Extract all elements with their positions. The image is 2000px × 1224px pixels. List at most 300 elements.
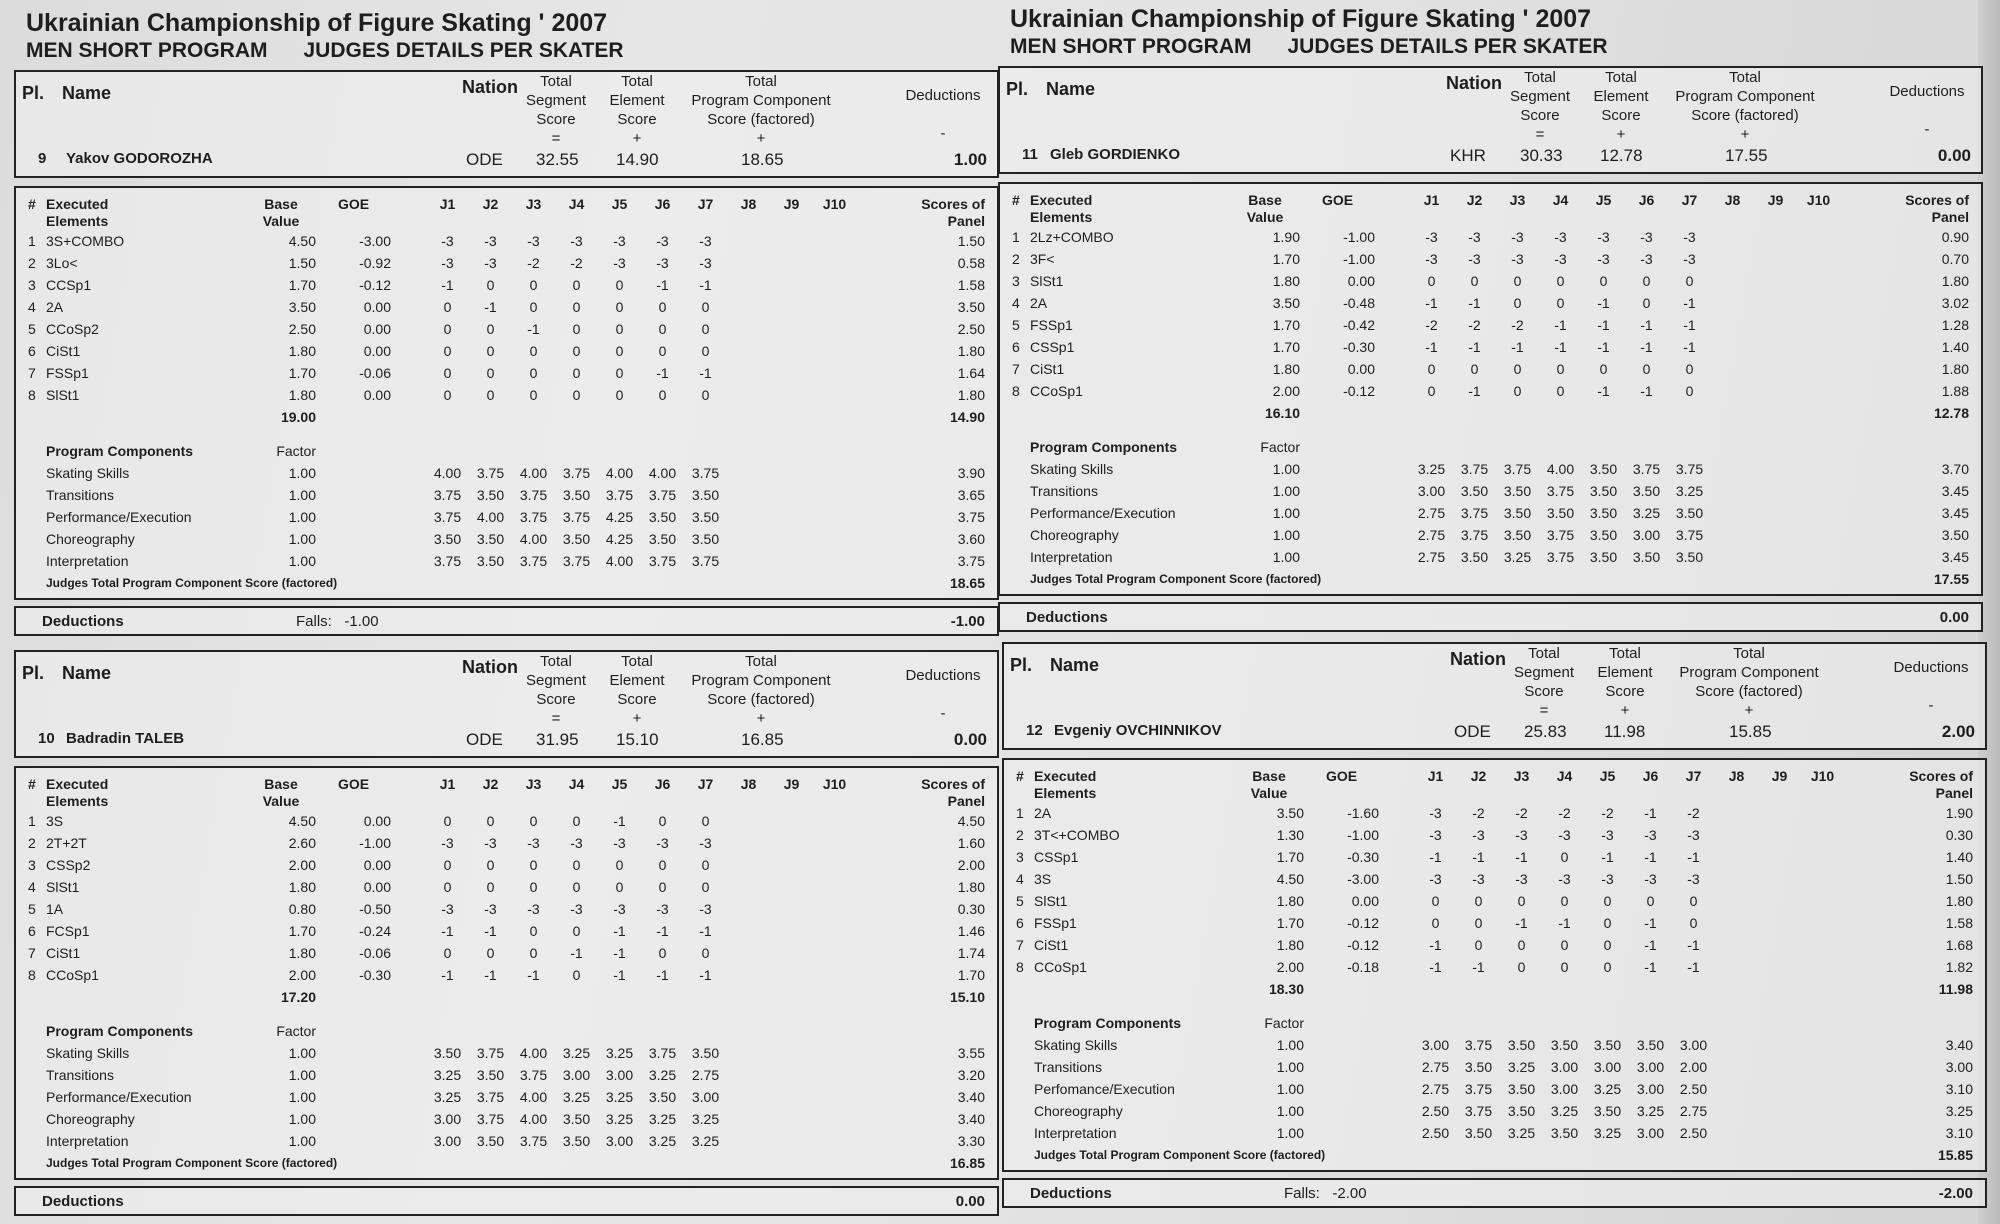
element-panel-score: 4.50 bbox=[957, 813, 985, 829]
element-base-value: 2.00 bbox=[1272, 383, 1300, 399]
skater-summary bbox=[1002, 642, 1987, 750]
judge-goe-j4: -3 bbox=[1558, 827, 1571, 843]
element-name: CiSt1 bbox=[46, 945, 81, 961]
element-row bbox=[1012, 314, 1969, 336]
col-elements: Executed Elements bbox=[1034, 768, 1097, 801]
element-panel-score: 1.80 bbox=[1945, 893, 1973, 909]
judge-goe-j7: 0 bbox=[701, 387, 710, 403]
judge-mark-j10 bbox=[1801, 1034, 1844, 1056]
element-base-value: 1.70 bbox=[288, 365, 316, 381]
judge-goe-j10 bbox=[1801, 846, 1844, 868]
judge-goe-j2: 0 bbox=[486, 945, 495, 961]
judge-goe-j6: -1 bbox=[1640, 317, 1653, 333]
judge-goe-j6: -3 bbox=[656, 233, 669, 249]
judge-goe-j5: 0 bbox=[615, 321, 624, 337]
judge-mark-j9 bbox=[770, 550, 813, 572]
tss-label: Total Segment Score = bbox=[1513, 645, 1575, 719]
deduction-total: 0.00 bbox=[1939, 609, 1969, 626]
judge-goe-j9 bbox=[1758, 912, 1801, 934]
judge-goe-j9 bbox=[770, 230, 813, 252]
judge-goe-j10 bbox=[1797, 336, 1840, 358]
judge-mark-j4: 3.00 bbox=[562, 1067, 591, 1083]
base-value-total: 16.10 bbox=[1264, 405, 1300, 421]
component-row bbox=[28, 550, 985, 572]
judge-goe-j5: -1 bbox=[1601, 849, 1614, 865]
tss-label: Total Segment Score = bbox=[525, 653, 587, 727]
spacer bbox=[1016, 1034, 1034, 1056]
judge-mark-j10 bbox=[1801, 1122, 1844, 1144]
component-row bbox=[1016, 1078, 1973, 1100]
judge-goe-j10 bbox=[813, 296, 856, 318]
col-j7: J7 bbox=[697, 776, 714, 792]
report-name: JUDGES DETAILS PER SKATER bbox=[1287, 35, 1608, 58]
element-panel-score: 1.58 bbox=[1945, 915, 1973, 931]
spacer bbox=[1389, 824, 1414, 846]
pcs-total-value: 18.65 bbox=[949, 575, 985, 591]
component-row bbox=[28, 1130, 985, 1152]
spacer bbox=[1385, 226, 1410, 248]
component-factor: 1.00 bbox=[288, 553, 316, 569]
judge-goe-j6: -3 bbox=[1640, 229, 1653, 245]
judge-goe-j8 bbox=[1711, 314, 1754, 336]
judge-mark-j7: 2.50 bbox=[1679, 1125, 1708, 1141]
judge-goe-j7: -3 bbox=[699, 901, 712, 917]
col-j1: J1 bbox=[439, 776, 456, 792]
judge-goe-j8 bbox=[1711, 380, 1754, 402]
judge-goe-j6: 0 bbox=[658, 299, 667, 315]
element-name: 2A bbox=[1030, 295, 1048, 311]
judge-goe-j7: 0 bbox=[1685, 383, 1694, 399]
element-panel-score: 0.30 bbox=[1945, 827, 1973, 843]
element-number: 3 bbox=[1016, 849, 1024, 865]
skater-rank: 9 bbox=[38, 150, 47, 167]
judge-goe-j5: -3 bbox=[613, 233, 626, 249]
judge-goe-j9 bbox=[1754, 248, 1797, 270]
skater-name: Gleb GORDIENKO bbox=[1050, 146, 1181, 163]
col-j5: J5 bbox=[611, 776, 628, 792]
judge-goe-j5: -3 bbox=[613, 901, 626, 917]
judge-mark-j4: 3.75 bbox=[1546, 549, 1575, 565]
skater-name: Yakov GODOROZHA bbox=[66, 150, 213, 167]
judge-goe-j5: -3 bbox=[613, 835, 626, 851]
judge-goe-j10 bbox=[813, 252, 856, 274]
judge-goe-j6: -3 bbox=[656, 835, 669, 851]
spacer bbox=[1385, 480, 1410, 502]
judge-goe-j7: -1 bbox=[699, 967, 712, 983]
judge-goe-j10 bbox=[1801, 802, 1844, 824]
judge-goe-j4: 0 bbox=[572, 879, 581, 895]
judge-goe-j9 bbox=[770, 362, 813, 384]
judge-mark-j3: 3.75 bbox=[519, 1133, 548, 1149]
judge-goe-j9 bbox=[770, 942, 813, 964]
judge-goe-j1: -3 bbox=[1429, 871, 1442, 887]
falls-deduction: Falls: -2.00 bbox=[1284, 1185, 1367, 1202]
judge-mark-j3: 3.75 bbox=[519, 509, 548, 525]
col-j4: J4 bbox=[568, 776, 585, 792]
component-panel-score: 3.75 bbox=[957, 553, 985, 569]
judge-goe-j10 bbox=[813, 898, 856, 920]
component-name: Transitions bbox=[46, 487, 114, 503]
judge-mark-j2: 3.50 bbox=[1460, 483, 1489, 499]
judge-mark-j7: 3.50 bbox=[691, 487, 720, 503]
judge-mark-j4: 3.50 bbox=[562, 487, 591, 503]
element-number: 1 bbox=[28, 813, 36, 829]
spacer bbox=[401, 1042, 426, 1064]
judge-goe-j10 bbox=[1801, 934, 1844, 956]
judge-mark-j3: 3.75 bbox=[519, 553, 548, 569]
judge-mark-j3: 3.75 bbox=[519, 487, 548, 503]
place-label: Pl. bbox=[1010, 655, 1033, 675]
judge-goe-j8 bbox=[727, 964, 770, 986]
judge-goe-j10 bbox=[813, 964, 856, 986]
judge-goe-j7: -1 bbox=[1687, 849, 1700, 865]
col-j10: J10 bbox=[822, 776, 847, 792]
judge-goe-j3: 0 bbox=[529, 299, 538, 315]
judge-goe-j5: -3 bbox=[613, 255, 626, 271]
spacer bbox=[1300, 458, 1385, 480]
spacer bbox=[28, 462, 46, 484]
spacer bbox=[1385, 502, 1410, 524]
element-name: 1A bbox=[46, 901, 64, 917]
judge-mark-j1: 3.00 bbox=[433, 1111, 462, 1127]
judge-goe-j8 bbox=[1715, 934, 1758, 956]
judge-mark-j10 bbox=[1801, 1100, 1844, 1122]
judge-goe-j3: -3 bbox=[1515, 827, 1528, 843]
judge-goe-j6: -3 bbox=[656, 255, 669, 271]
judges-total-pcs-label: Judges Total Program Component Score (factored) bbox=[1030, 572, 1322, 586]
element-goe: -1.00 bbox=[1343, 251, 1375, 267]
judge-mark-j9 bbox=[1758, 1078, 1801, 1100]
judge-goe-j4: 0 bbox=[572, 967, 581, 983]
judge-goe-j6: 0 bbox=[1642, 361, 1651, 377]
judge-goe-j10 bbox=[1801, 824, 1844, 846]
judge-goe-j4: -1 bbox=[1558, 915, 1571, 931]
element-number: 2 bbox=[28, 255, 36, 271]
judge-goe-j8 bbox=[727, 854, 770, 876]
judge-goe-j9 bbox=[770, 898, 813, 920]
component-row bbox=[1012, 480, 1969, 502]
judge-goe-j9 bbox=[1758, 890, 1801, 912]
elements-total-row bbox=[1016, 978, 1973, 1000]
judge-mark-j9 bbox=[770, 484, 813, 506]
spacer bbox=[1385, 358, 1410, 380]
judge-goe-j1: 0 bbox=[443, 387, 452, 403]
element-name: 2Lz+COMBO bbox=[1030, 229, 1114, 245]
col-goe: GOE bbox=[337, 776, 370, 792]
judge-goe-j5: 0 bbox=[1603, 937, 1612, 953]
judge-mark-j7: 3.25 bbox=[691, 1133, 720, 1149]
judge-mark-j6: 4.00 bbox=[648, 465, 677, 481]
deductions-label-bottom: Deductions bbox=[1026, 609, 1108, 626]
judge-goe-j2: 0 bbox=[486, 387, 495, 403]
element-base-value: 2.00 bbox=[1276, 959, 1304, 975]
spacer bbox=[401, 274, 426, 296]
judge-goe-j10 bbox=[813, 854, 856, 876]
total-segment-score: 30.33 bbox=[1520, 146, 1563, 165]
judge-goe-j5: -1 bbox=[1597, 317, 1610, 333]
judge-goe-j3: 0 bbox=[529, 857, 538, 873]
component-factor: 1.00 bbox=[288, 465, 316, 481]
judge-goe-j4: 0 bbox=[572, 857, 581, 873]
judges-total-pcs-label: Judges Total Program Component Score (factored) bbox=[1034, 1148, 1326, 1162]
element-number: 8 bbox=[28, 967, 36, 983]
component-panel-score: 3.10 bbox=[1945, 1125, 1973, 1141]
judge-goe-j3: -1 bbox=[1515, 915, 1528, 931]
judge-goe-j8 bbox=[1711, 292, 1754, 314]
spacer bbox=[1304, 1078, 1389, 1100]
judge-mark-j9 bbox=[770, 1086, 813, 1108]
judge-goe-j7: -3 bbox=[1687, 871, 1700, 887]
judge-mark-j3: 3.25 bbox=[1507, 1125, 1536, 1141]
spacer bbox=[1389, 868, 1414, 890]
element-base-value: 4.50 bbox=[288, 813, 316, 829]
program-components-label: Program Components bbox=[1030, 439, 1178, 455]
judge-goe-j6: -1 bbox=[656, 967, 669, 983]
judge-mark-j10 bbox=[813, 1130, 856, 1152]
spacer bbox=[401, 252, 426, 274]
judge-goe-j8 bbox=[1711, 226, 1754, 248]
tes-label: Total Element Score + bbox=[1593, 69, 1649, 143]
pcs-total-row bbox=[28, 572, 985, 594]
judge-mark-j9 bbox=[770, 528, 813, 550]
component-name: Interpretation bbox=[46, 1133, 129, 1149]
judge-goe-j9 bbox=[770, 832, 813, 854]
deduction-total: 0.00 bbox=[955, 1193, 985, 1210]
judge-mark-j6: 3.50 bbox=[1636, 1037, 1665, 1053]
judge-goe-j8 bbox=[727, 898, 770, 920]
component-name: Performance/Execution bbox=[1030, 505, 1176, 521]
element-row bbox=[1012, 358, 1969, 380]
component-row bbox=[1012, 458, 1969, 480]
spacer bbox=[401, 1086, 426, 1108]
name-label: Name bbox=[62, 663, 112, 683]
judge-goe-j1: 0 bbox=[443, 343, 452, 359]
element-number: 7 bbox=[28, 945, 36, 961]
judge-mark-j9 bbox=[1758, 1100, 1801, 1122]
col-num: # bbox=[28, 196, 36, 212]
element-name: SlSt1 bbox=[46, 879, 80, 895]
judge-goe-j4: -1 bbox=[1554, 339, 1567, 355]
judge-goe-j9 bbox=[1758, 868, 1801, 890]
spacer bbox=[1389, 1122, 1414, 1144]
element-row bbox=[28, 296, 985, 318]
tss-label: Total Segment Score = bbox=[1509, 69, 1571, 143]
judge-mark-j8 bbox=[727, 1130, 770, 1152]
component-name: Interpretation bbox=[1034, 1125, 1117, 1141]
judge-goe-j2: 0 bbox=[486, 321, 495, 337]
judge-goe-j5: -1 bbox=[613, 923, 626, 939]
element-number: 1 bbox=[1016, 805, 1024, 821]
pcs-total-value: 17.55 bbox=[1933, 571, 1969, 587]
spacer bbox=[401, 854, 426, 876]
judge-goe-j1: 0 bbox=[1427, 273, 1436, 289]
element-name: 2A bbox=[1034, 805, 1052, 821]
judge-goe-j8 bbox=[727, 942, 770, 964]
skater-summary bbox=[14, 650, 999, 758]
judge-mark-j2: 3.50 bbox=[476, 553, 505, 569]
judge-mark-j2: 3.50 bbox=[476, 487, 505, 503]
judge-mark-j1: 2.75 bbox=[1421, 1081, 1450, 1097]
judge-goe-j6: 0 bbox=[658, 813, 667, 829]
judge-goe-j1: 0 bbox=[1427, 383, 1436, 399]
judge-mark-j7: 3.75 bbox=[691, 553, 720, 569]
judge-mark-j9 bbox=[1754, 458, 1797, 480]
element-goe: 0.00 bbox=[363, 321, 391, 337]
element-panel-score: 1.40 bbox=[1945, 849, 1973, 865]
element-goe: -0.92 bbox=[359, 255, 391, 271]
judge-goe-j2: -3 bbox=[1468, 229, 1481, 245]
judge-goe-j3: 0 bbox=[529, 879, 538, 895]
judge-mark-j1: 3.50 bbox=[433, 1045, 462, 1061]
spacer bbox=[28, 1042, 46, 1064]
element-row bbox=[28, 898, 985, 920]
judge-goe-j10 bbox=[813, 832, 856, 854]
judge-goe-j4: -3 bbox=[570, 233, 583, 249]
name-label: Name bbox=[62, 83, 112, 103]
element-name: 3Lo< bbox=[46, 255, 78, 271]
spacer bbox=[401, 506, 426, 528]
skater-nation: ODE bbox=[466, 730, 503, 749]
total-program-component-score: 15.85 bbox=[1729, 722, 1772, 741]
judge-goe-j3: -3 bbox=[1511, 251, 1524, 267]
judge-goe-j8 bbox=[727, 920, 770, 942]
col-j2: J2 bbox=[1470, 768, 1487, 784]
judge-goe-j2: 0 bbox=[1470, 361, 1479, 377]
element-panel-score: 1.46 bbox=[957, 923, 985, 939]
component-name: Perfomance/Execution bbox=[1034, 1081, 1175, 1097]
judge-goe-j2: -2 bbox=[1468, 317, 1481, 333]
judge-goe-j10 bbox=[1797, 358, 1840, 380]
judge-goe-j6: -1 bbox=[1644, 849, 1657, 865]
judge-mark-j1: 3.25 bbox=[1417, 461, 1446, 477]
judge-mark-j10 bbox=[813, 1064, 856, 1086]
judge-goe-j1: 0 bbox=[443, 365, 452, 381]
judge-mark-j6: 3.00 bbox=[1636, 1125, 1665, 1141]
judge-mark-j5: 3.25 bbox=[605, 1045, 634, 1061]
judge-mark-j2: 3.75 bbox=[1464, 1103, 1493, 1119]
spacer bbox=[1300, 502, 1385, 524]
element-goe: 0.00 bbox=[1347, 361, 1375, 377]
judge-goe-j2: 0 bbox=[486, 365, 495, 381]
col-num: # bbox=[1016, 768, 1024, 784]
judge-goe-j5: 0 bbox=[1603, 893, 1612, 909]
judge-goe-j8 bbox=[727, 318, 770, 340]
element-goe: -3.00 bbox=[359, 233, 391, 249]
col-base-value: Base Value bbox=[262, 776, 300, 809]
col-j8: J8 bbox=[1724, 192, 1741, 208]
skater-name: Evgeniy OVCHINNIKOV bbox=[1054, 722, 1222, 739]
element-panel-score: 0.90 bbox=[1941, 229, 1969, 245]
element-number: 4 bbox=[1016, 871, 1024, 887]
judge-mark-j5: 3.25 bbox=[605, 1089, 634, 1105]
judge-mark-j9 bbox=[1754, 524, 1797, 546]
judge-mark-j1: 2.75 bbox=[1417, 505, 1446, 521]
component-panel-score: 3.45 bbox=[1941, 549, 1969, 565]
element-row bbox=[1016, 824, 1973, 846]
judge-goe-j2: -1 bbox=[1468, 383, 1481, 399]
judge-goe-j6: -1 bbox=[1644, 959, 1657, 975]
judge-goe-j9 bbox=[770, 274, 813, 296]
judge-goe-j9 bbox=[770, 340, 813, 362]
deductions-row bbox=[14, 606, 999, 636]
spacer bbox=[1385, 292, 1410, 314]
element-goe: 0.00 bbox=[1351, 893, 1379, 909]
component-panel-score: 3.40 bbox=[957, 1089, 985, 1105]
element-row bbox=[28, 854, 985, 876]
tes-label: Total Element Score + bbox=[609, 73, 665, 147]
col-j4: J4 bbox=[1556, 768, 1573, 784]
spacer bbox=[28, 1130, 46, 1152]
judge-goe-j4: -3 bbox=[1558, 871, 1571, 887]
element-goe: -0.30 bbox=[1347, 849, 1379, 865]
spacer bbox=[1012, 524, 1030, 546]
component-name: Skating Skills bbox=[46, 465, 130, 481]
component-row bbox=[1012, 546, 1969, 568]
segment-name: MEN SHORT PROGRAM bbox=[26, 39, 268, 62]
spacer bbox=[316, 550, 401, 572]
judge-goe-j7: -1 bbox=[1687, 959, 1700, 975]
element-row bbox=[28, 942, 985, 964]
judge-goe-j1: -1 bbox=[441, 967, 454, 983]
falls-deduction: Falls: -1.00 bbox=[296, 613, 379, 630]
element-name: CSSp1 bbox=[1030, 339, 1075, 355]
element-base-value: 3.50 bbox=[1272, 295, 1300, 311]
deductions-label: Deductions - bbox=[1889, 83, 1965, 138]
tes-label: Total Element Score + bbox=[609, 653, 665, 727]
judge-goe-j5: 0 bbox=[615, 879, 624, 895]
judge-goe-j8 bbox=[1715, 890, 1758, 912]
judge-goe-j1: -3 bbox=[441, 255, 454, 271]
judge-goe-j3: 0 bbox=[529, 923, 538, 939]
judge-goe-j10 bbox=[1797, 292, 1840, 314]
skater-sheet-taleb bbox=[14, 650, 999, 1216]
judge-mark-j6: 3.75 bbox=[648, 1045, 677, 1061]
spacer bbox=[401, 876, 426, 898]
component-panel-score: 3.45 bbox=[1941, 483, 1969, 499]
judge-goe-j2: -3 bbox=[1468, 251, 1481, 267]
judge-mark-j3: 4.00 bbox=[519, 531, 548, 547]
judge-goe-j4: 0 bbox=[572, 343, 581, 359]
judge-goe-j5: -1 bbox=[613, 945, 626, 961]
judge-mark-j9 bbox=[1758, 1056, 1801, 1078]
judge-mark-j5: 3.50 bbox=[1589, 483, 1618, 499]
judge-goe-j3: 0 bbox=[529, 387, 538, 403]
deductions-label-bottom: Deductions bbox=[42, 613, 124, 630]
element-base-value: 1.80 bbox=[1276, 937, 1304, 953]
tes-label: Total Element Score + bbox=[1597, 645, 1653, 719]
judge-goe-j9 bbox=[770, 296, 813, 318]
deductions-label-bottom: Deductions bbox=[1030, 1185, 1112, 1202]
element-goe: -0.30 bbox=[1343, 339, 1375, 355]
judge-goe-j4: 0 bbox=[572, 813, 581, 829]
element-name: 2A bbox=[46, 299, 64, 315]
judge-mark-j4: 3.25 bbox=[1550, 1103, 1579, 1119]
spacer bbox=[28, 1086, 46, 1108]
judge-goe-j5: 0 bbox=[615, 343, 624, 359]
spacer bbox=[1300, 480, 1385, 502]
element-base-value: 2.50 bbox=[288, 321, 316, 337]
element-number: 7 bbox=[1012, 361, 1020, 377]
judge-goe-j10 bbox=[1797, 380, 1840, 402]
judge-mark-j3: 3.50 bbox=[1503, 483, 1532, 499]
element-goe: -0.12 bbox=[1347, 915, 1379, 931]
element-row bbox=[1016, 912, 1973, 934]
judge-mark-j7: 3.50 bbox=[1675, 549, 1704, 565]
spacer bbox=[401, 528, 426, 550]
total-element-score: 15.10 bbox=[616, 730, 659, 749]
total-deductions: 2.00 bbox=[1941, 722, 1975, 741]
col-j5: J5 bbox=[611, 196, 628, 212]
